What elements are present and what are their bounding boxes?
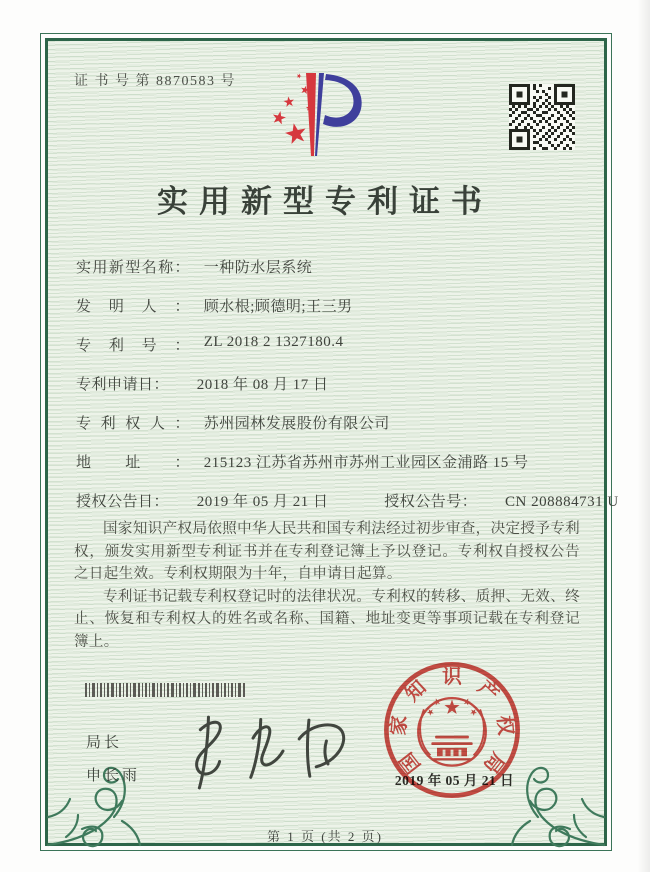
field-label: 发明人： <box>76 299 190 315</box>
legal-paragraph-1: 国家知识产权局依照中华人民共和国专利法经过初步审查，决定授予专利权，颁发实用新型专利证书并在专利登记簿上予以登记。专利权自授权公告之日起生效。专利权期限为十年，自申请日起算。 <box>74 521 580 582</box>
certificate-number: 证 书 号 第 8870583 号 <box>74 74 236 89</box>
field-row-filing-date <box>76 373 582 397</box>
certificate-title: 实用新型专利证书 <box>157 184 493 219</box>
scan-edge-shadow <box>636 0 650 872</box>
field-value: 顾水根;顾德明;王三男 <box>203 299 353 315</box>
field-label: 专利号： <box>76 338 190 354</box>
field-value: ZL 2018 2 1327180.4 <box>203 334 344 350</box>
grant-date-under-seal: 2019 年 05 月 21 日 <box>394 773 515 788</box>
field-label: 专利权人： <box>76 416 190 432</box>
field-value: 苏州园林发展股份有限公司 <box>203 416 390 432</box>
legal-text <box>74 518 580 653</box>
national-ip-office-seal-icon <box>377 655 527 805</box>
field-row-patent-no <box>76 334 582 358</box>
page-number: 第 1 页 (共 2 页) <box>267 829 383 844</box>
grant-date-label: 授权公告日： <box>76 494 170 510</box>
grant-no-value: CN 208884731 U <box>505 494 619 510</box>
seal-char: 局 <box>478 748 509 778</box>
field-label: 专利申请日： <box>76 377 170 393</box>
field-label: 地址： <box>76 455 190 471</box>
seal-char: 家 <box>387 714 412 737</box>
field-row-inventors <box>76 295 582 319</box>
field-value: 2018 年 08 月 17 日 <box>196 377 329 393</box>
field-row-grant <box>76 490 619 514</box>
seal-char: 权 <box>492 714 517 737</box>
grant-date-value: 2019 年 05 月 21 日 <box>196 494 329 510</box>
field-row-address <box>76 451 582 475</box>
barcode-icon <box>85 683 245 697</box>
commissioner-name: 申长雨 <box>86 768 141 784</box>
grant-no-label: 授权公告号： <box>384 494 478 510</box>
field-label: 实用新型名称： <box>76 260 190 276</box>
legal-paragraph-2: 专利证书记载专利权登记时的法律状况。专利权的转移、质押、无效、终止、恢复和专利权人的姓名或名称、国籍、地址变更等事项记载在专利登记簿上。 <box>74 588 580 650</box>
national-emblem-icon <box>426 697 479 760</box>
qr-code-icon <box>509 84 575 150</box>
cnipa-logo-icon <box>253 68 383 174</box>
commissioner-block <box>86 727 140 793</box>
field-value: 一种防水层系统 <box>203 260 313 276</box>
seal-char: 知 <box>401 676 431 707</box>
certificate-fields <box>76 256 619 529</box>
field-value: 215123 江苏省苏州市苏州工业园区金浦路 15 号 <box>203 455 529 471</box>
seal-char: 产 <box>473 676 503 707</box>
seal-char: 国 <box>395 748 426 778</box>
commissioner-title: 局长 <box>86 735 123 751</box>
field-row-patentee <box>76 412 582 436</box>
field-row-name <box>76 256 582 280</box>
seal-char: 识 <box>442 666 462 689</box>
commissioner-signature <box>150 706 360 798</box>
